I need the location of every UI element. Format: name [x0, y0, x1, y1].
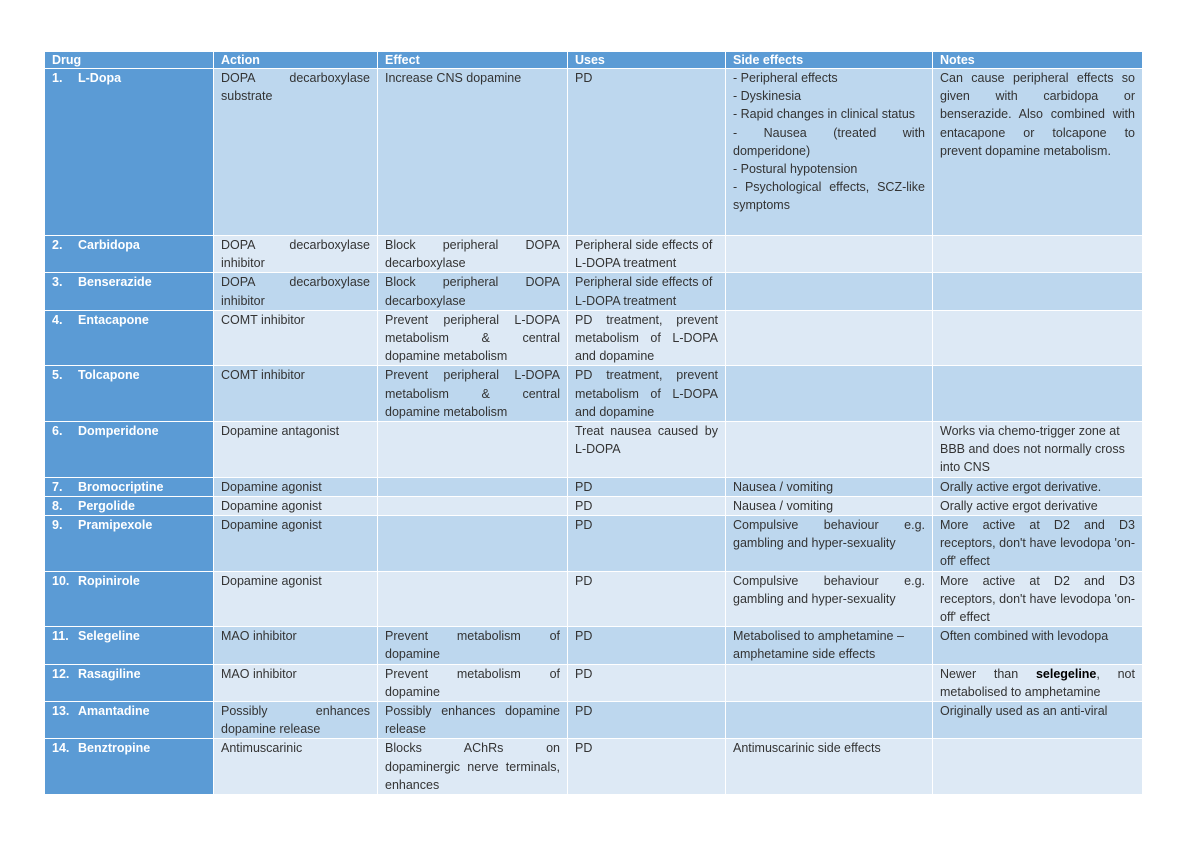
drug-cell — [45, 273, 214, 310]
drug-number: 13. — [52, 704, 70, 719]
notes-cell: More active at D2 and D3 receptors, don't have levodopa 'on-off' effect — [933, 571, 1143, 627]
uses-cell: PD — [568, 516, 726, 572]
notes-cell: More active at D2 and D3 receptors, don't have levodopa 'on-off' effect — [933, 516, 1143, 572]
drug-name: Pramipexole — [78, 518, 153, 533]
notes-cell — [933, 366, 1143, 422]
action-cell: Antimuscarinic — [214, 739, 378, 795]
drug-number: 11. — [52, 629, 69, 644]
action-cell: DOPA decarboxylase inhibitor — [214, 273, 378, 310]
uses-cell: Treat nausea caused by L-DOPA — [568, 422, 726, 478]
drug-cell — [45, 477, 214, 496]
drug-number: 8. — [52, 498, 63, 513]
action-cell: Dopamine agonist — [214, 496, 378, 515]
table-row — [45, 273, 1143, 310]
drug-number: 5. — [52, 368, 63, 383]
uses-cell: PD — [568, 69, 726, 236]
effect-cell — [378, 516, 568, 572]
table-row — [45, 477, 1143, 496]
drug-number: 7. — [52, 479, 63, 494]
drug-name: Rasagiline — [78, 666, 141, 681]
drug-name: Ropinirole — [78, 573, 140, 588]
table-row — [45, 236, 1143, 273]
drug-cell — [45, 739, 214, 795]
side-effects-cell — [726, 273, 933, 310]
drug-cell — [45, 236, 214, 273]
table-row — [45, 516, 1143, 572]
side-effects-cell: Nausea / vomiting — [726, 477, 933, 496]
action-cell: DOPA decarboxylase inhibitor — [214, 236, 378, 273]
drug-cell — [45, 496, 214, 515]
effect-cell — [378, 422, 568, 478]
effect-cell: Block peripheral DOPA decarboxylase — [378, 273, 568, 310]
drug-cell — [45, 516, 214, 572]
drug-name: Benztropine — [78, 741, 151, 756]
drug-cell — [45, 69, 214, 236]
drug-number: 14. — [52, 741, 70, 756]
drug-number: 6. — [52, 424, 63, 439]
action-cell: Dopamine agonist — [214, 516, 378, 572]
drug-cell — [45, 422, 214, 478]
side-effect-item: - Postural hypotension — [733, 162, 858, 177]
drug-cell — [45, 366, 214, 422]
table-row — [45, 627, 1143, 664]
action-cell: COMT inhibitor — [214, 310, 378, 366]
side-effect-item: - Rapid changes in clinical status — [733, 107, 916, 122]
table-row — [45, 422, 1143, 478]
drug-name: L-Dopa — [78, 71, 122, 85]
action-cell: MAO inhibitor — [214, 627, 378, 664]
uses-cell: PD — [568, 627, 726, 664]
side-effects-cell — [726, 702, 933, 739]
notes-cell: Often combined with levodopa — [933, 627, 1143, 664]
uses-cell: Peripheral side effects of L-DOPA treatment — [568, 236, 726, 273]
table-row — [45, 496, 1143, 515]
effect-cell: Increase CNS dopamine — [378, 69, 568, 236]
table-row — [45, 366, 1143, 422]
notes-cell: Works via chemo-trigger zone at BBB and does not normally cross into CNS — [933, 422, 1143, 478]
action-cell: Dopamine antagonist — [214, 422, 378, 478]
effect-cell: Block peripheral DOPA decarboxylase — [378, 236, 568, 273]
side-effects-cell: Compulsive behaviour e.g. gambling and hyper-sexuality — [726, 571, 933, 627]
side-effect-item: - Psychological effects, SCZ-like symptoms — [733, 180, 925, 213]
header-effect: Effect — [378, 52, 568, 69]
uses-cell: PD — [568, 739, 726, 795]
side-effects-cell — [726, 310, 933, 366]
side-effects-cell — [726, 69, 933, 236]
table-row — [45, 571, 1143, 627]
drug-number: 4. — [52, 312, 63, 327]
drug-number: 10. — [52, 573, 70, 588]
header-action: Action — [214, 52, 378, 69]
drug-name: Selegeline — [78, 629, 140, 644]
notes-cell — [933, 273, 1143, 310]
notes-cell — [933, 664, 1143, 701]
notes-bold-term: selegeline — [1035, 666, 1097, 681]
drug-cell — [45, 664, 214, 701]
drug-name: Domperidone — [78, 424, 159, 439]
notes-cell — [933, 739, 1143, 795]
table-row — [45, 69, 1143, 236]
drug-name: Tolcapone — [78, 368, 140, 383]
drug-cell — [45, 702, 214, 739]
drug-cell — [45, 310, 214, 366]
side-effect-item: - Nausea (treated with domperidone) — [733, 125, 925, 158]
side-effects-cell: Metabolised to amphetamine – amphetamine side effects — [726, 627, 933, 664]
drug-table — [44, 51, 1143, 795]
action-cell: Possibly enhances dopamine release — [214, 702, 378, 739]
uses-cell: PD treatment, prevent metabolism of L-DOPA and dopamine — [568, 310, 726, 366]
header-drug: Drug — [45, 52, 214, 69]
notes-cell: Orally active ergot derivative. — [933, 477, 1143, 496]
effect-cell — [378, 571, 568, 627]
uses-cell: Peripheral side effects of L-DOPA treatment — [568, 273, 726, 310]
action-cell: Dopamine agonist — [214, 571, 378, 627]
drug-number: 9. — [52, 518, 63, 533]
drug-number: 1. — [52, 71, 63, 85]
drug-cell — [45, 571, 214, 627]
action-cell: COMT inhibitor — [214, 366, 378, 422]
drug-name: Bromocriptine — [78, 479, 164, 494]
notes-text: Newer than — [940, 666, 1036, 681]
drug-name: Entacapone — [78, 312, 149, 327]
side-effects-cell — [726, 664, 933, 701]
table-row — [45, 310, 1143, 366]
side-effect-item: - Peripheral effects — [733, 71, 838, 85]
notes-cell — [933, 236, 1143, 273]
side-effect-item: - Dyskinesia — [733, 89, 802, 104]
drug-cell — [45, 627, 214, 664]
uses-cell: PD treatment, prevent metabolism of L-DOPA and dopamine — [568, 366, 726, 422]
drug-name: Benserazide — [78, 275, 152, 290]
side-effects-cell: Nausea / vomiting — [726, 496, 933, 515]
drug-number: 3. — [52, 275, 63, 290]
effect-cell: Prevent metabolism of dopamine — [378, 664, 568, 701]
drug-number: 2. — [52, 238, 63, 252]
side-effects-cell — [726, 366, 933, 422]
notes-cell: Originally used as an anti-viral — [933, 702, 1143, 739]
notes-cell: Orally active ergot derivative — [933, 496, 1143, 515]
action-cell: DOPA decarboxylase substrate — [214, 69, 378, 236]
action-cell: MAO inhibitor — [214, 664, 378, 701]
uses-cell: PD — [568, 496, 726, 515]
uses-cell: PD — [568, 702, 726, 739]
table-row — [45, 664, 1143, 701]
table-row — [45, 739, 1143, 795]
effect-cell — [378, 477, 568, 496]
notes-text: , not metabolised to amphetamine — [940, 666, 1135, 699]
effect-cell: Prevent peripheral L-DOPA metabolism & central dopamine metabolism — [378, 366, 568, 422]
side-effects-cell: Compulsive behaviour e.g. gambling and hyper-sexuality — [726, 516, 933, 572]
side-effects-cell — [726, 236, 933, 273]
notes-cell: Can cause peripheral effects so given with carbidopa or benserazide. Also combined with entacapone or tolcapone to prevent dopamine metabolism. — [933, 69, 1143, 236]
header-side-effects: Side effects — [726, 52, 933, 69]
header-row — [45, 52, 1143, 69]
uses-cell: PD — [568, 477, 726, 496]
side-effects-cell: Antimuscarinic side effects — [726, 739, 933, 795]
uses-cell: PD — [568, 664, 726, 701]
effect-cell — [378, 496, 568, 515]
drug-name: Amantadine — [78, 704, 150, 719]
header-uses: Uses — [568, 52, 726, 69]
side-effects-cell — [726, 422, 933, 478]
header-notes: Notes — [933, 52, 1143, 69]
uses-cell: PD — [568, 571, 726, 627]
effect-cell: Prevent metabolism of dopamine — [378, 627, 568, 664]
effect-cell: Blocks AChRs on dopaminergic nerve terminals, enhances — [378, 739, 568, 795]
table-row — [45, 702, 1143, 739]
effect-cell: Prevent peripheral L-DOPA metabolism & central dopamine metabolism — [378, 310, 568, 366]
action-cell: Dopamine agonist — [214, 477, 378, 496]
notes-cell — [933, 310, 1143, 366]
drug-name: Pergolide — [78, 498, 135, 513]
effect-cell: Possibly enhances dopamine release — [378, 702, 568, 739]
drug-name: Carbidopa — [78, 238, 140, 252]
drug-number: 12. — [52, 666, 70, 681]
